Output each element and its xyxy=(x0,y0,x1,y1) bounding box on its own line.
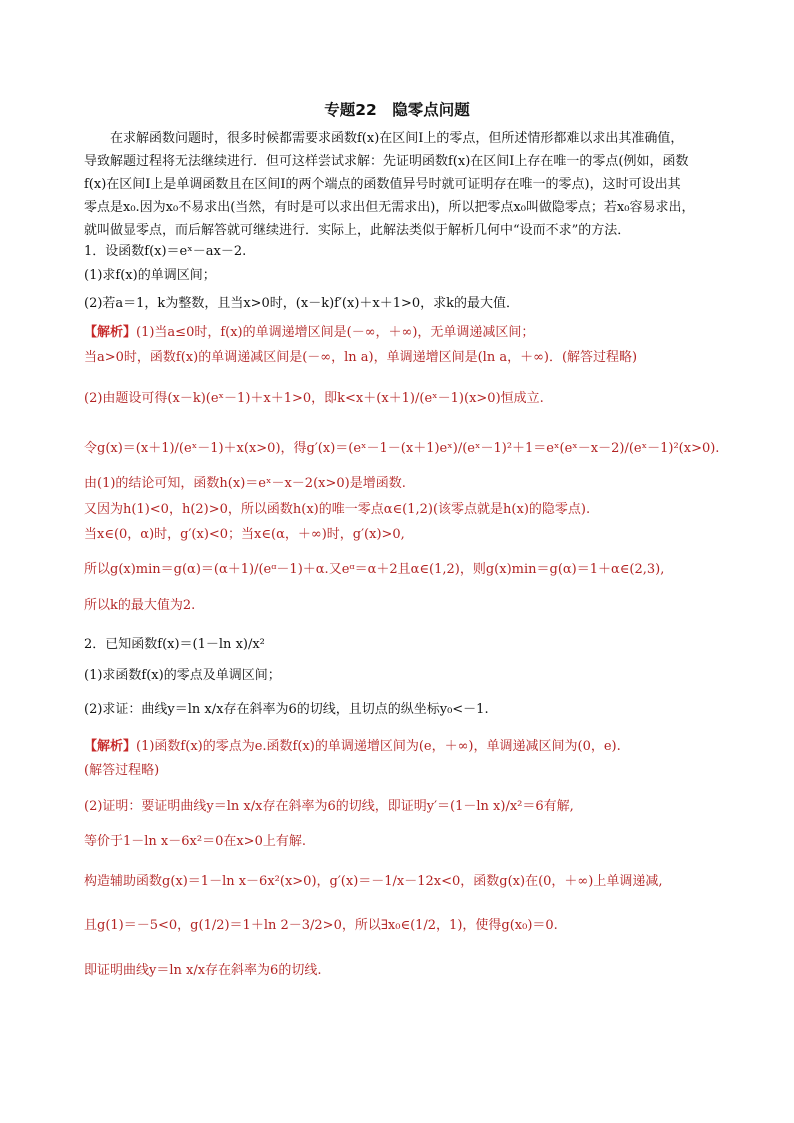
solution-1-line-7: 当x∈(0，α)时，g′(x)<0；当x∈(α，＋∞)时，g′(x)>0, xyxy=(84,527,405,542)
intro-line-3: f(x)在区间I上是单调函数且在区间I的两个端点的函数值异号时就可证明存在唯一的零点)，这时可设出其 xyxy=(84,177,681,192)
solution-1-line-4: 令g(x)＝(x＋1)/(eˣ－1)＋x(x>0)，得g′(x)＝(eˣ－1－(x＋1)eˣ)/(eˣ－1)²＋1＝eˣ(eˣ－x－2)/(eˣ－1)²(x>0). xyxy=(84,441,720,456)
solution-1-line-5: 由(1)的结论可知，函数h(x)＝eˣ－x－2(x>0)是增函数. xyxy=(84,476,406,491)
solution-1-line-1 xyxy=(84,325,724,341)
solution-2-line-1b: (解答过程略) xyxy=(84,763,160,778)
solution-1-line-3: (2)由题设可得(x－k)(eˣ－1)＋x＋1>0，即k<x＋(x＋1)/(eˣ－1)(x>0)恒成立. xyxy=(84,391,544,406)
solution-2-line-3: 等价于1－ln x－6x²＝0在x>0上有解. xyxy=(84,834,306,849)
intro-line-5: 就叫做显零点，而后解答就可继续进行．实际上，此解法类似于解析几何中“设而不求”的方法． xyxy=(84,223,631,238)
solution-2-line-1 xyxy=(84,739,724,755)
problem-1-statement: 1．设函数f(x)＝eˣ－ax－2. xyxy=(84,244,247,259)
intro-line-2: 导致解题过程将无法继续进行．但可这样尝试求解：先证明函数f(x)在区间I上存在唯一的零点(例如，函数 xyxy=(84,154,689,169)
page-title: 专题22 隐零点问题 xyxy=(324,101,470,119)
solution-2-line-5: 且g(1)＝－5<0，g(1/2)＝1＋ln 2－3/2>0，所以∃x₀∈(1/2，1)，使得g(x₀)＝0. xyxy=(84,918,558,933)
problem-1-part-2: (2)若a＝1，k为整数，且当x>0时，(x－k)f′(x)＋x＋1>0，求k的最大值． xyxy=(84,296,520,311)
solution-1-line-2: 当a>0时，函数f(x)的单调递减区间是(－∞，ln a)，单调递增区间是(ln a，＋∞)．(解答过程略) xyxy=(84,350,638,365)
analysis-tag: 【解析】 xyxy=(84,739,137,754)
problem-2-part-1: (1)求函数f(x)的零点及单调区间； xyxy=(84,668,281,683)
solution-2-text: (1)函数f(x)的零点为e.函数f(x)的单调递增区间为(e，＋∞)，单调递减区间为(0，e). xyxy=(136,739,621,754)
solution-2-line-2: (2)证明：要证明曲线y＝ln x/x存在斜率为6的切线，即证明y′＝(1－ln x)/x²＝6有解, xyxy=(84,799,574,814)
problem-2-part-2: (2)求证：曲线y＝ln x/x存在斜率为6的切线，且切点的纵坐标y₀<－1. xyxy=(84,702,489,717)
analysis-tag: 【解析】 xyxy=(84,325,137,340)
solution-1-text: (1)当a≤0时，f(x)的单调递增区间是(－∞，＋∞)，无单调递减区间； xyxy=(136,325,535,340)
intro-line-1: 在求解函数问题时，很多时候都需要求函数f(x)在区间I上的零点，但所述情形都难以求出其准确值， xyxy=(84,131,684,146)
intro-line-4: 零点是x₀.因为x₀不易求出(当然，有时是可以求出但无需求出)，所以把零点x₀叫做隐零点；若x₀容易求出， xyxy=(84,200,695,215)
solution-1-line-9: 所以k的最大值为2. xyxy=(84,598,196,613)
solution-2-line-6: 即证明曲线y＝ln x/x存在斜率为6的切线. xyxy=(84,963,322,978)
problem-1-part-1: (1)求f(x)的单调区间； xyxy=(84,268,216,283)
solution-2-line-4: 构造辅助函数g(x)＝1－ln x－6x²(x>0)，g′(x)＝－1/x－12x<0，函数g(x)在(0，＋∞)上单调递减, xyxy=(84,874,663,889)
problem-2-statement: 2．已知函数f(x)＝(1－ln x)/x² xyxy=(84,637,265,652)
solution-1-line-8: 所以g(x)min＝g(α)＝(α＋1)/(eᵅ－1)＋α.又eᵅ＝α＋2且α∈(1,2)，则g(x)min＝g(α)＝1＋α∈(2,3), xyxy=(84,562,665,577)
solution-1-line-6: 又因为h(1)<0，h(2)>0，所以函数h(x)的唯一零点α∈(1,2)(该零点就是h(x)的隐零点). xyxy=(84,502,591,517)
